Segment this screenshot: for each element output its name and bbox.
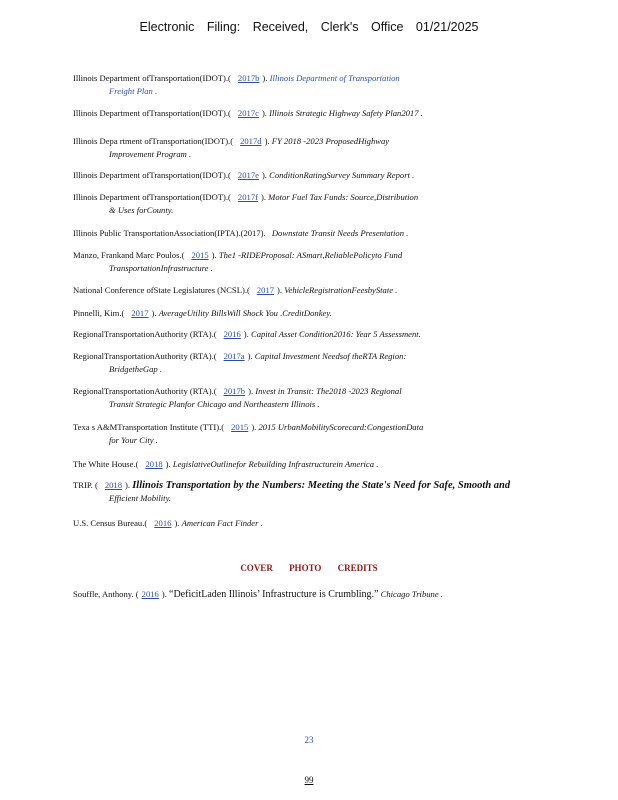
reference-entry xyxy=(73,307,553,320)
reference-title: AverageUtility BillsWill Shock You .CreditDonkey. xyxy=(158,308,332,318)
reference-title: Illinois Department of Transportation xyxy=(269,73,400,83)
page-number-footer: 99 xyxy=(304,775,314,785)
reference-title-continued: Freight Plan . xyxy=(109,86,158,96)
reference-entry xyxy=(73,350,553,376)
reference-year-link[interactable]: 2017b xyxy=(223,386,246,396)
reference-author: RegionalTransportationAuthority (RTA).( xyxy=(73,386,217,396)
reference-punct: ). xyxy=(261,108,267,118)
reference-entry xyxy=(73,328,553,341)
reference-title-continued: Transit Strategic Planfor Chicago and Northeastern Illinois . xyxy=(109,399,320,409)
reference-punct: ). xyxy=(151,308,157,318)
reference-title-continued: Efficient Mobility. xyxy=(109,493,172,503)
filing-header: Electronic Filing: Received, Clerk's Office 01/21/2025 xyxy=(139,20,479,34)
reference-year-link[interactable]: 2016 xyxy=(154,518,172,528)
reference-punct: ). xyxy=(247,351,253,361)
page-number: 23 xyxy=(304,735,314,745)
cover-ref-author: Souffle, Anthony. ( xyxy=(73,589,139,599)
reference-entry xyxy=(73,135,553,161)
reference-entry xyxy=(73,385,553,411)
reference-entry xyxy=(73,107,553,120)
reference-year-link[interactable]: 2015 xyxy=(191,250,209,260)
reference-author: Illinois Public TransportationAssociation(IPTA).(2017). xyxy=(73,228,266,238)
reference-punct: ). xyxy=(211,250,217,260)
reference-author: National Conference ofState Legislatures (NCSL).( xyxy=(73,285,250,295)
reference-title: VehicleRegistrationFeesbyState . xyxy=(284,285,398,295)
reference-entry xyxy=(73,421,553,447)
reference-author: RegionalTransportationAuthority (RTA).( xyxy=(73,329,217,339)
reference-entry xyxy=(73,72,553,98)
reference-author: Illinois Department ofTransportation(IDOT).( xyxy=(73,73,231,83)
reference-entry xyxy=(73,479,553,505)
reference-author: Illinois Department ofTransportation(IDOT).( xyxy=(73,192,231,202)
cover-ref-source: Chicago Tribune . xyxy=(380,589,443,599)
reference-entry xyxy=(73,191,553,217)
reference-punct: ). xyxy=(251,422,257,432)
reference-title-continued: for Your City . xyxy=(109,435,158,445)
cover-ref-year-link[interactable]: 2016 xyxy=(141,589,159,599)
reference-punct: ). xyxy=(165,459,171,469)
reference-punct: ). xyxy=(262,73,268,83)
reference-punct: ). xyxy=(261,170,267,180)
reference-author: The White House.( xyxy=(73,459,139,469)
reference-year-link[interactable]: 2017e xyxy=(237,170,259,180)
reference-author: TRIP. ( xyxy=(73,480,98,490)
reference-punct: ). xyxy=(125,480,131,490)
reference-title: The1 -RIDEProposal: ASmart,ReliablePolicyto Fund xyxy=(218,250,403,260)
reference-year-link[interactable]: 2017 xyxy=(256,285,275,295)
reference-title: ConditionRatingSurvey Summary Report . xyxy=(269,170,415,180)
reference-year-link[interactable]: 2017 xyxy=(131,308,149,318)
reference-author: Illinois Depa rtment ofTransportation(IDOT).( xyxy=(73,136,234,146)
reference-title: American Fact Finder . xyxy=(181,518,263,528)
reference-title: Capital Asset Condition2016: Year 5 Assessment. xyxy=(250,329,421,339)
reference-title: 2015 UrbanMobilityScorecard:CongestionData xyxy=(258,422,424,432)
cover-ref-title: “DeficitLaden Illinois’ Infrastructure is Crumbling.” xyxy=(169,589,379,600)
reference-author: RegionalTransportationAuthority (RTA).( xyxy=(73,351,217,361)
reference-punct: ). xyxy=(264,136,270,146)
reference-title: LegislativeOutlinefor Rebuilding Infrastructurein America . xyxy=(172,459,379,469)
reference-entry xyxy=(73,169,553,182)
reference-author: Illinois Department ofTransportation(IDOT).( xyxy=(73,170,231,180)
reference-title-continued: & Uses forCounty. xyxy=(109,205,174,215)
cover-photo-reference xyxy=(73,589,553,600)
reference-year-link[interactable]: 2018 xyxy=(104,480,123,490)
reference-year-link[interactable]: 2017f xyxy=(237,192,258,202)
reference-entry xyxy=(73,284,553,297)
reference-title: Illinois Strategic Highway Safety Plan2017 . xyxy=(269,108,423,118)
reference-year-link[interactable]: 2017d xyxy=(240,136,262,146)
reference-punct: ). xyxy=(248,386,254,396)
reference-title: Capital Investment Needsof theRTA Region: xyxy=(254,351,407,361)
reference-entry xyxy=(73,227,553,240)
reference-title-continued: BridgetheGap . xyxy=(109,364,162,374)
reference-year-link[interactable]: 2017a xyxy=(223,351,245,361)
reference-author: U.S. Census Bureau.( xyxy=(73,518,148,528)
reference-year-link[interactable]: 2017c xyxy=(237,108,259,118)
reference-punct: ). xyxy=(174,518,180,528)
cover-photo-credits-heading: COVER PHOTO CREDITS xyxy=(240,563,378,573)
cover-ref-after: ). xyxy=(161,589,167,599)
reference-year-link[interactable]: 2016 xyxy=(223,329,241,339)
reference-title: Motor Fuel Tax Funds: Source,Distribution xyxy=(268,192,419,202)
reference-year-link[interactable]: 2018 xyxy=(145,459,163,469)
reference-author: Manzo, Frankand Marc Poulos.( xyxy=(73,250,185,260)
reference-title-continued: Improvement Program . xyxy=(109,149,192,159)
reference-author: Illinois Department ofTransportation(IDOT).( xyxy=(73,108,231,118)
reference-punct: ). xyxy=(243,329,249,339)
reference-entry xyxy=(73,458,553,471)
reference-title-continued: TransportationInfrastructure . xyxy=(109,263,213,273)
reference-title: Illinois Transportation by the Numbers: Meeting the State's Need for Safe, Smooth and xyxy=(132,480,511,491)
reference-title: Invest in Transit: The2018 -2023 Regional xyxy=(255,386,402,396)
reference-title: FY 2018 -2023 ProposedHighway xyxy=(271,136,390,146)
reference-entry xyxy=(73,517,553,530)
reference-punct: ). xyxy=(260,192,266,202)
reference-year-link[interactable]: 2015 xyxy=(231,422,249,432)
reference-year-link[interactable]: 2017b xyxy=(237,73,260,83)
reference-author: Pinnelli, Kim.( xyxy=(73,308,125,318)
reference-author: Texa s A&MTransportation Institute (TTI).( xyxy=(73,422,225,432)
reference-entry xyxy=(73,249,553,275)
reference-title: Downstate Transit Needs Presentation . xyxy=(271,228,409,238)
reference-punct: ). xyxy=(277,285,283,295)
